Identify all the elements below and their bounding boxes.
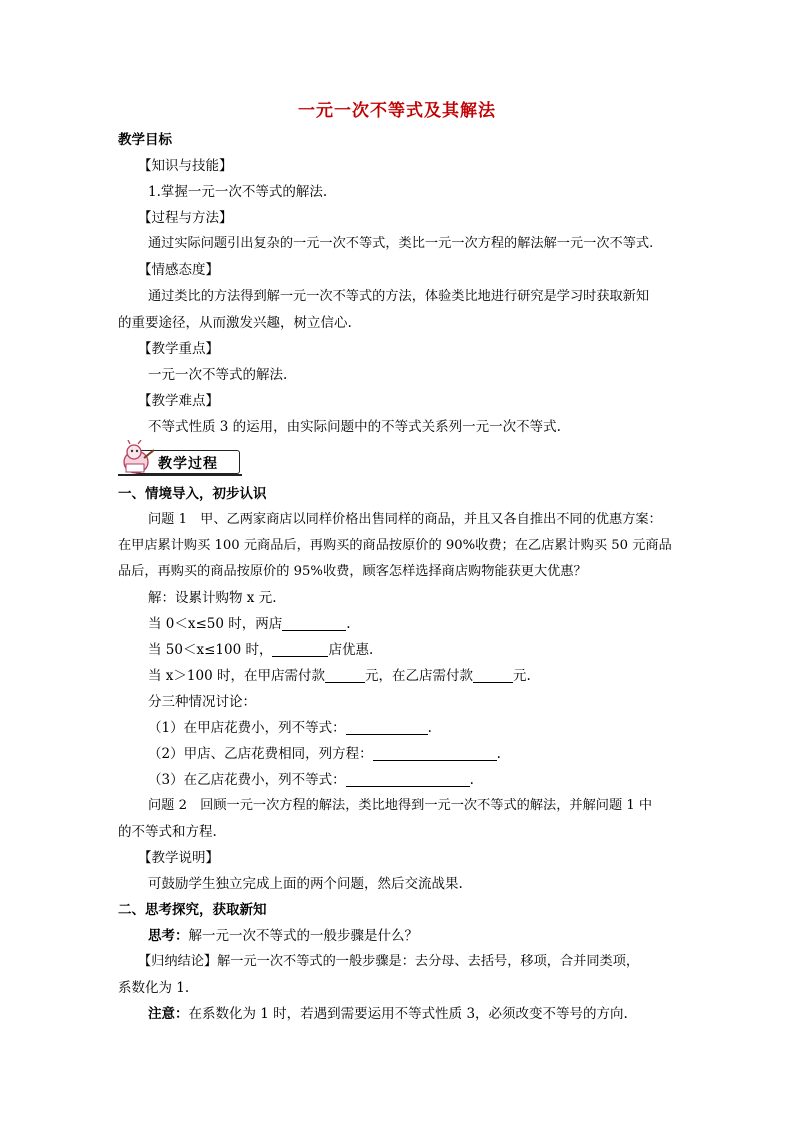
- key-point-text: 一元一次不等式的解法.: [148, 367, 288, 383]
- conclusion-line2: 系数化为 1.: [118, 980, 190, 996]
- case2-end: 店优惠.: [328, 642, 374, 658]
- case1-line: [148, 615, 351, 633]
- teaching-process-label: 教学过程: [158, 456, 218, 472]
- discuss-1-line: [148, 719, 432, 737]
- case3-end: 元.: [512, 668, 531, 684]
- think-label: 思考：: [148, 928, 189, 944]
- discuss-1-end: .: [427, 720, 432, 736]
- case2-blank[interactable]: [272, 642, 328, 657]
- attention-line: [148, 1005, 628, 1023]
- case2-line: [148, 641, 373, 659]
- solution-intro: 解：设累计购物 x 元.: [148, 590, 277, 606]
- key-point-label: 【教学重点】: [138, 341, 219, 357]
- think-line: [148, 927, 418, 945]
- discuss-3-end: .: [469, 772, 474, 788]
- teacher-mascot-icon: [118, 440, 158, 476]
- discuss-2-line: [148, 745, 501, 763]
- section1-heading: 一、情境导入，初步认识: [118, 486, 267, 502]
- discuss-intro: 分三种情况讨论：: [148, 694, 256, 710]
- problem1-line1: 问题 1 甲、乙两家商店以同样价格出售同样的商品，并且又各自推出不同的优惠方案：: [148, 512, 662, 527]
- discuss-3-line: [148, 771, 474, 789]
- case1-end: .: [346, 616, 351, 632]
- difficulty-label: 【教学难点】: [138, 393, 219, 409]
- discuss-1-blank[interactable]: [346, 720, 428, 735]
- case3-mid: 元，在乙店需付款: [364, 668, 473, 684]
- banner-underline: [118, 474, 242, 476]
- discuss-2-text: （2）甲店、乙店花费相同，列方程：: [148, 746, 373, 762]
- conclusion-line1: 【归纳结论】解一元一次不等式的一般步骤是：去分母、去括号，移项，合并同类项，: [138, 954, 640, 969]
- case1-blank[interactable]: [282, 616, 346, 631]
- emotion-label: 【情感态度】: [138, 262, 219, 278]
- case3-line: [148, 667, 531, 685]
- discuss-3-text: （3）在乙店花费小，列不等式：: [148, 772, 346, 788]
- teaching-note-label: 【教学说明】: [138, 850, 219, 866]
- think-text: 解一元一次不等式的一般步骤是什么？: [188, 928, 418, 944]
- attention-text: 在系数化为 1 时，若遇到需要运用不等式性质 3，必须改变不等号的方向.: [188, 1006, 628, 1022]
- problem1-line2: 在甲店累计购买 100 元商品后，再购买的商品按原价的 90%收费；在乙店累计购买 50 元商品: [118, 538, 672, 553]
- process-text: 通过实际问题引出复杂的一元一次不等式，类比一元一次方程的解法解一元一次不等式.: [148, 236, 654, 251]
- discuss-2-end: .: [496, 746, 501, 762]
- discuss-3-blank[interactable]: [346, 772, 470, 787]
- case1-text: 当 0＜x≤50 时，两店: [148, 616, 283, 632]
- problem2-line2: 的不等式和方程.: [118, 824, 217, 840]
- emotion-text-2: 的重要途径，从而激发兴趣，树立信心.: [118, 315, 352, 331]
- section2-heading: 二、思考探究，获取新知: [118, 902, 267, 918]
- discuss-1-text: （1）在甲店花费小，列不等式：: [148, 720, 346, 736]
- case3-text: 当 x＞100 时，在甲店需付款: [148, 668, 325, 684]
- case3-blank-b[interactable]: [473, 668, 513, 683]
- teaching-goals-heading: 教学目标: [118, 132, 172, 148]
- difficulty-text: 不等式性质 3 的运用，由实际问题中的不等式关系列一元一次不等式.: [148, 419, 561, 435]
- problem2-line1: 问题 2 回顾一元一次方程的解法，类比地得到一元一次不等式的解法，并解问题 1 中: [148, 798, 653, 813]
- problem1-line3: 品后，再购买的商品按原价的 95%收费，顾客怎样选择商店购物能获更大优惠？: [118, 564, 587, 579]
- discuss-2-blank[interactable]: [373, 746, 497, 761]
- page-title: 一元一次不等式及其解法: [298, 101, 496, 121]
- knowledge-text: 1.掌握一元一次不等式的解法.: [148, 184, 328, 200]
- teaching-process-banner: [118, 440, 242, 476]
- knowledge-label: 【知识与技能】: [138, 158, 233, 174]
- case2-text: 当 50＜x≤100 时，: [148, 642, 273, 658]
- case3-blank-a[interactable]: [325, 668, 365, 683]
- emotion-text-1: 通过类比的方法得到解一元一次不等式的方法，体验类比地进行研究是学习时获取新知: [148, 289, 650, 304]
- teaching-note-text: 可鼓励学生独立完成上面的两个问题，然后交流战果.: [148, 876, 463, 892]
- process-label: 【过程与方法】: [138, 210, 233, 226]
- attention-label: 注意：: [148, 1006, 189, 1022]
